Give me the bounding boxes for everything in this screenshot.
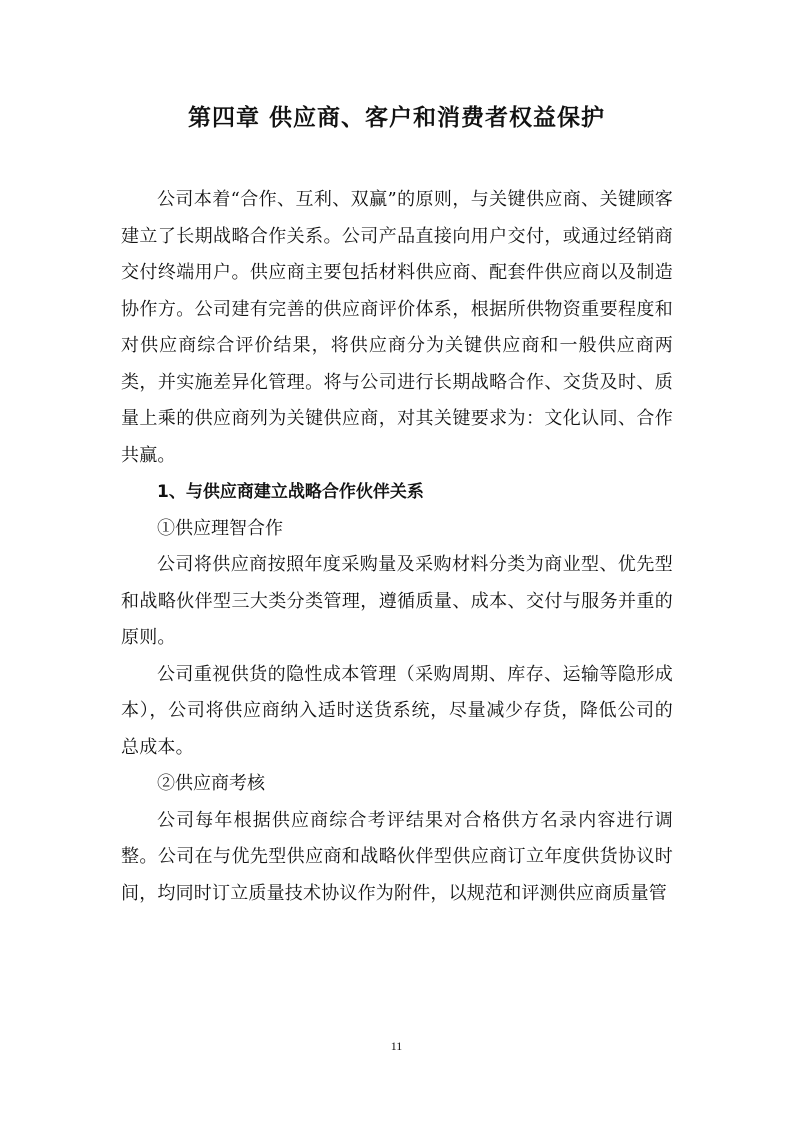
body-text	[121, 182, 673, 912]
paragraph-hidden-cost-management: 公司重视供货的隐性成本管理（采购周期、库存、运输等隐形成本），公司将供应商纳入适时送货系统，尽量减少存货，降低公司的总成本。	[121, 663, 673, 758]
subsection-heading-supply-cooperation: ①供应理智合作	[157, 517, 283, 539]
chapter-title: 第四章 供应商、客户和消费者权益保护	[187, 105, 605, 131]
page-number: 11	[390, 1039, 403, 1053]
subsection-heading-supplier-assessment: ②供应商考核	[157, 773, 265, 794]
section-heading: 1、与供应商建立战略合作伙伴关系	[157, 482, 424, 502]
paragraph-supplier-classification: 公司将供应商按照年度采购量及采购材料分类为商业型、优先型和战略伙伴型三大类分类管理，遵循质量、成本、交付与服务并重的原则。	[121, 554, 673, 648]
paragraph-supplier-assessment: 公司每年根据供应商综合考评结果对合格供方名录内容进行调整。公司在与优先型供应商和战略伙伴型供应商订立年度供货协议时间，均同时订立质量技术协议作为附件，以规范和评测供应商质量管	[121, 809, 673, 904]
intro-paragraph: 公司本着“合作、互利、双赢”的原则，与关键供应商、关键顾客建立了长期战略合作关系。公司产品直接向用户交付，或通过经销商交付终端用户。供应商主要包括材料供应商、配套件供应商以及制造协作方。公司建有完善的供应商评价体系，根据所供物资重要程度和对供应商综合评价结果，将供应商分为关键供应商和一般供应商两类，并实施差异化管理。将与公司进行长期战略合作、交货及时、质量上乘的供应商列为关键供应商，对其关键要求为：文化认同、合作共赢。	[121, 189, 673, 466]
